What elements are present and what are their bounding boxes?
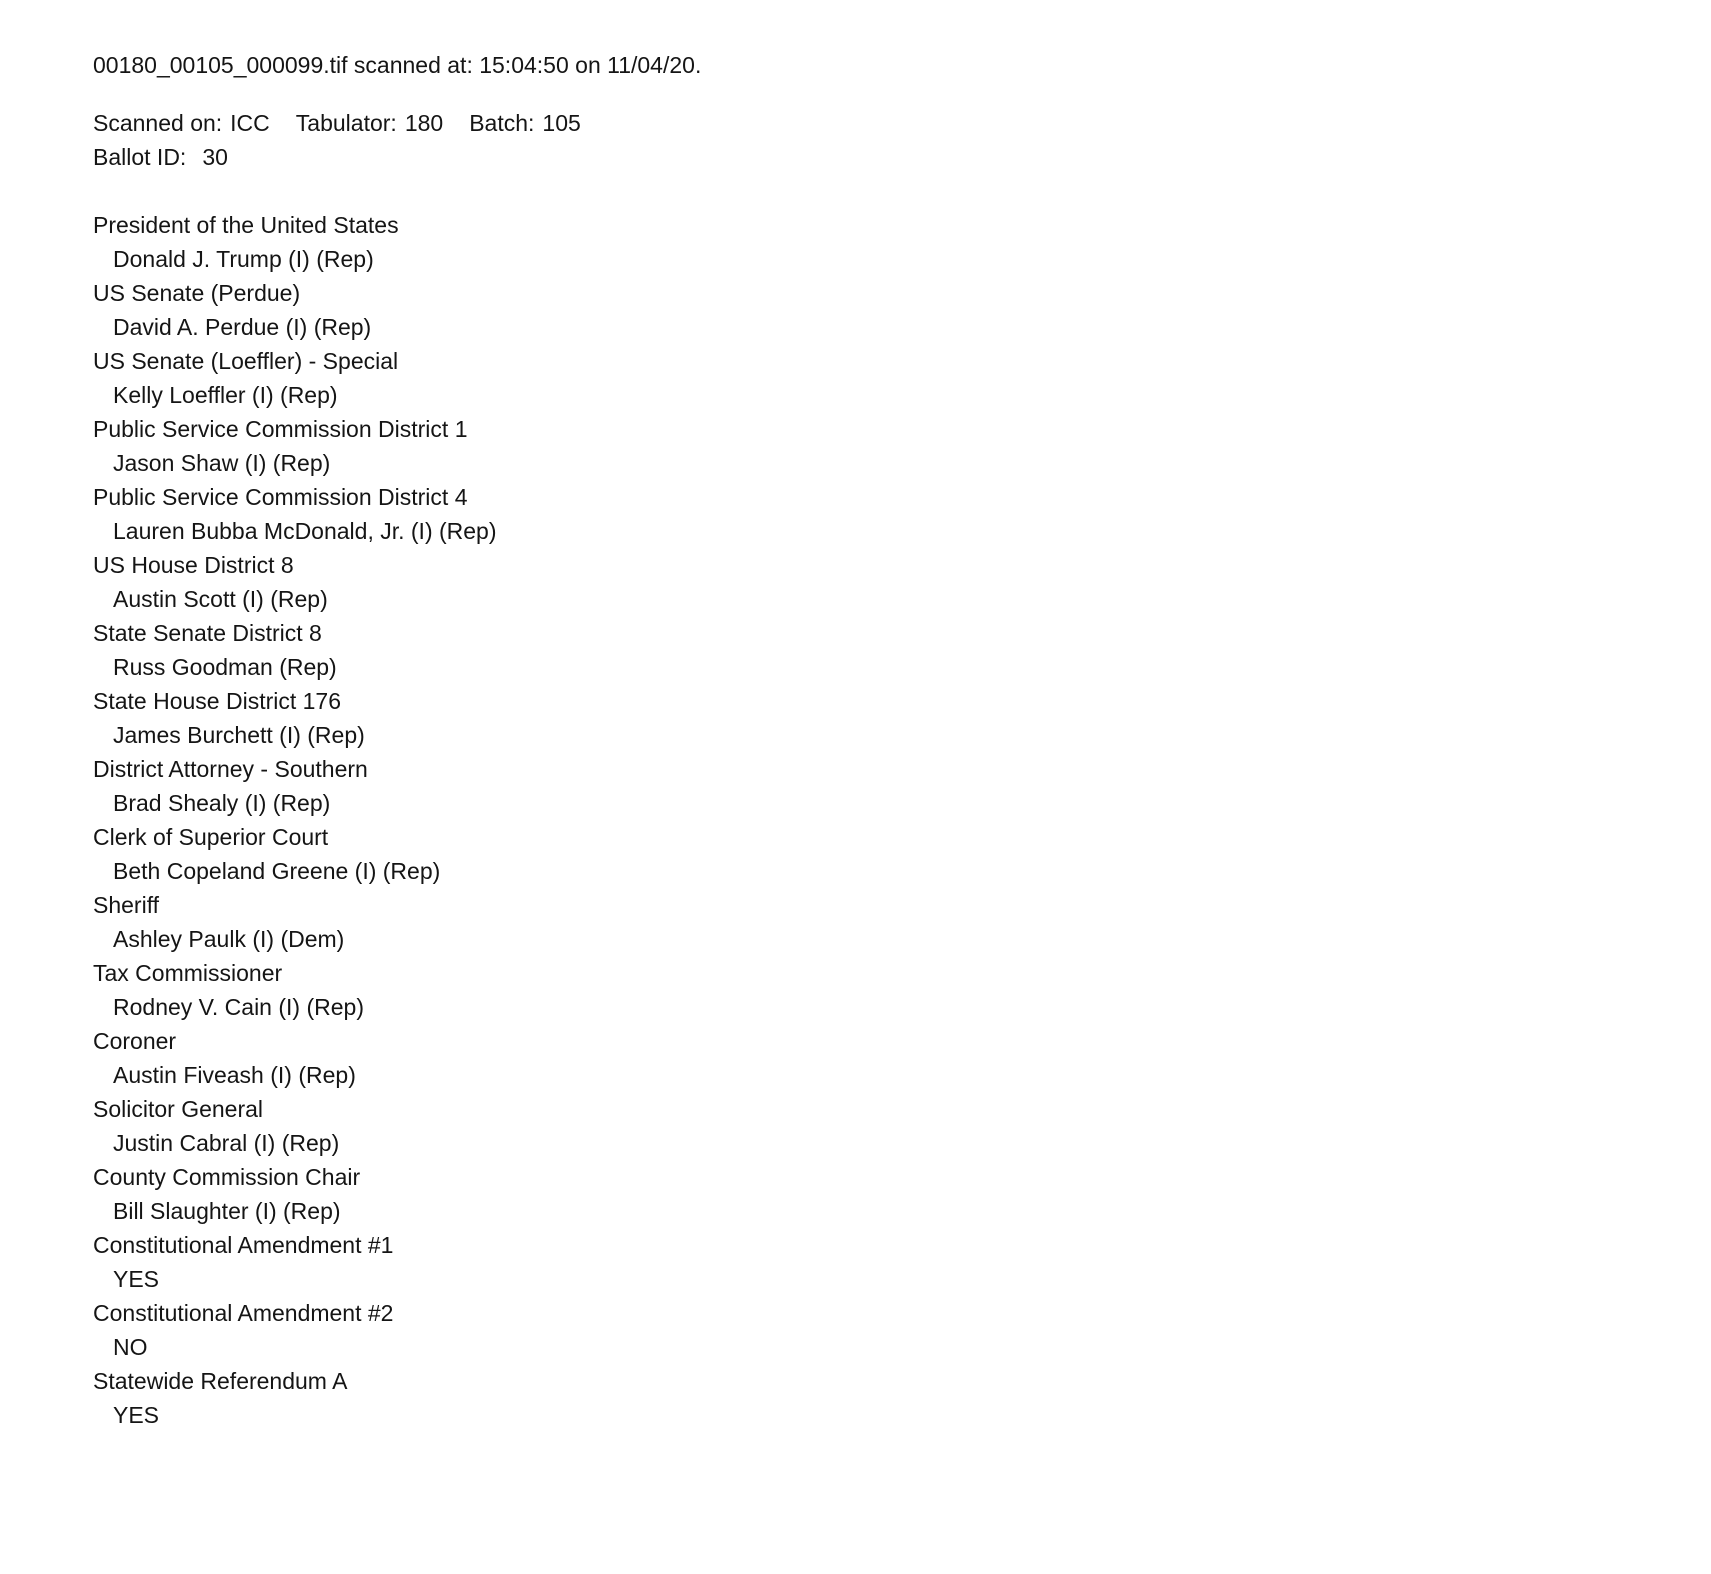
contest-row — [93, 616, 1651, 684]
ballot-id-line — [93, 140, 1651, 174]
contest-name: Public Service Commission District 4 — [93, 484, 468, 510]
contest-selection: Justin Cabral (I) (Rep) — [113, 1130, 340, 1156]
contest-row — [93, 1364, 1651, 1432]
contest-selection: Donald J. Trump (I) (Rep) — [113, 246, 374, 272]
contest-name: State House District 176 — [93, 688, 342, 714]
contest-name: Solicitor General — [93, 1096, 264, 1122]
contest-row — [93, 820, 1651, 888]
contest-name: President of the United States — [93, 212, 399, 238]
contest-row — [93, 684, 1651, 752]
contest-selection: YES — [113, 1402, 160, 1428]
contest-name: Statewide Referendum A — [93, 1368, 348, 1394]
contest-row — [93, 480, 1651, 548]
contest-name: County Commission Chair — [93, 1164, 361, 1190]
contest-selection: Bill Slaughter (I) (Rep) — [113, 1198, 341, 1224]
contest-row — [93, 208, 1651, 276]
contest-name: Constitutional Amendment #1 — [93, 1232, 394, 1258]
tabulator-value: 180 — [404, 110, 444, 136]
tabulator-label: Tabulator: — [295, 110, 397, 136]
contest-row — [93, 1092, 1651, 1160]
contest-name: Clerk of Superior Court — [93, 824, 329, 850]
contest-selection: Rodney V. Cain (I) (Rep) — [113, 994, 364, 1020]
contest-name: Sheriff — [93, 892, 160, 918]
contest-name: Public Service Commission District 1 — [93, 416, 468, 442]
contest-name: US Senate (Loeffler) - Special — [93, 348, 399, 374]
contest-row — [93, 752, 1651, 820]
contest-row — [93, 1296, 1651, 1364]
contest-selection: NO — [113, 1334, 148, 1360]
contest-selection: Austin Fiveash (I) (Rep) — [113, 1062, 356, 1088]
ballot-id-value: 30 — [202, 144, 228, 170]
batch-value: 105 — [542, 110, 581, 136]
contest-name: Constitutional Amendment #2 — [93, 1300, 394, 1326]
contest-selection: Ashley Paulk (I) (Dem) — [113, 926, 345, 952]
contest-selection: David A. Perdue (I) (Rep) — [113, 314, 372, 340]
scanned-on-label: Scanned on: — [93, 110, 223, 136]
contest-selection: James Burchett (I) (Rep) — [113, 722, 365, 748]
scan-filename-line: 00180_00105_000099.tif scanned at: 15:04:50 on 11/04/20. — [93, 52, 702, 78]
ballot-id-label: Ballot ID: — [93, 144, 187, 170]
contest-name: District Attorney - Southern — [93, 756, 368, 782]
contest-row — [93, 276, 1651, 344]
contest-name: US House District 8 — [93, 552, 294, 578]
scanned-on-value: ICC — [230, 110, 270, 136]
contest-name: US Senate (Perdue) — [93, 280, 301, 306]
contest-row — [93, 548, 1651, 616]
contest-name: Coroner — [93, 1028, 177, 1054]
contest-row — [93, 1024, 1651, 1092]
contest-selection: Brad Shealy (I) (Rep) — [113, 790, 331, 816]
contest-selection: Jason Shaw (I) (Rep) — [113, 450, 331, 476]
contest-row — [93, 1228, 1651, 1296]
contest-selection: Kelly Loeffler (I) (Rep) — [113, 382, 338, 408]
contest-row — [93, 1160, 1651, 1228]
contest-selection: Russ Goodman (Rep) — [113, 654, 337, 680]
contest-selection: Lauren Bubba McDonald, Jr. (I) (Rep) — [113, 518, 497, 544]
contest-list — [93, 208, 1651, 1432]
scan-meta-line — [93, 106, 1651, 140]
contest-row — [93, 956, 1651, 1024]
contest-selection: Beth Copeland Greene (I) (Rep) — [113, 858, 441, 884]
contest-row — [93, 412, 1651, 480]
contest-selection: Austin Scott (I) (Rep) — [113, 586, 328, 612]
contest-row — [93, 888, 1651, 956]
contest-selection: YES — [113, 1266, 160, 1292]
contest-name: Tax Commissioner — [93, 960, 283, 986]
batch-label: Batch: — [469, 110, 535, 136]
contest-row — [93, 344, 1651, 412]
contest-name: State Senate District 8 — [93, 620, 322, 646]
